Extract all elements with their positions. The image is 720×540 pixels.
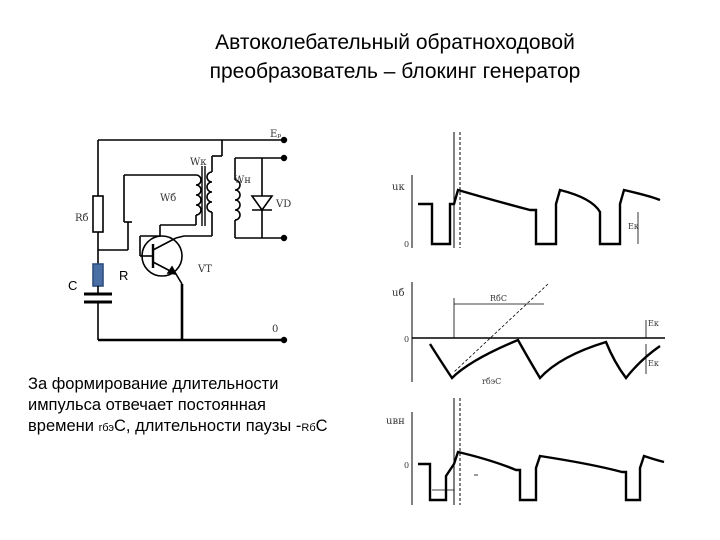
winding-wb bbox=[196, 175, 201, 215]
caption-line-1: За формирование длительности bbox=[28, 375, 279, 393]
winding-wn bbox=[235, 180, 240, 220]
secondary-top-terminal bbox=[282, 156, 287, 161]
winding-wk bbox=[207, 172, 212, 212]
label-vt: VT bbox=[198, 264, 212, 275]
mid-tau1: RбC bbox=[490, 294, 507, 303]
label-wb: Wб bbox=[160, 193, 177, 204]
label-rb: Rб bbox=[75, 213, 89, 224]
bottom-zero: 0 bbox=[404, 461, 410, 470]
caption-line-3 bbox=[28, 416, 373, 439]
mid-right-label-1: Eк bbox=[648, 319, 659, 328]
caption-rbe: rбэ bbox=[98, 422, 115, 434]
mid-waveform bbox=[430, 340, 660, 378]
caption-line-3-end: С bbox=[315, 417, 328, 435]
resistor-rb bbox=[93, 196, 103, 232]
ground-terminal bbox=[282, 338, 287, 343]
mid-zero: 0 bbox=[404, 335, 410, 344]
title-line-2: преобразователь – блокинг генератор bbox=[209, 60, 581, 83]
caption-line-3-mid: С, длительности паузы - bbox=[114, 417, 302, 435]
waveform-middle bbox=[392, 282, 665, 386]
label-ep: Eₚ bbox=[270, 129, 282, 140]
label-wk: Wк bbox=[190, 157, 207, 168]
bottom-ylabel: uвн bbox=[386, 416, 405, 427]
caption-text bbox=[28, 374, 373, 439]
waveform-bottom bbox=[386, 398, 664, 505]
title-line-1: Автоколебательный обратноходовой bbox=[215, 31, 575, 54]
top-zero: 0 bbox=[404, 240, 410, 249]
label-c: C bbox=[68, 278, 78, 293]
emitter-lead bbox=[176, 274, 182, 284]
top-right-label: Eк bbox=[628, 222, 639, 231]
resistor-r bbox=[93, 264, 103, 286]
caption-line-2: импульса отвечает постоянная bbox=[28, 396, 266, 414]
mid-right-label-2: Eк bbox=[648, 359, 659, 368]
label-r: R bbox=[119, 268, 129, 283]
waveform-top bbox=[392, 132, 660, 249]
label-vd: VD bbox=[276, 199, 292, 210]
caption-rb: Rб bbox=[301, 422, 316, 434]
top-terminal bbox=[282, 138, 287, 143]
mid-ylabel: uб bbox=[392, 288, 405, 299]
bottom-waveform bbox=[418, 452, 664, 500]
transistor-collector-leg bbox=[153, 238, 176, 250]
emitter-arrow bbox=[168, 267, 176, 274]
collector-lead bbox=[176, 236, 184, 238]
diode-vd-triangle bbox=[252, 196, 272, 210]
caption-line-3-prefix: времени bbox=[28, 417, 99, 435]
label-wn: Wн bbox=[234, 175, 251, 186]
circuit-schematic bbox=[84, 138, 286, 343]
top-ylabel: uк bbox=[392, 182, 405, 193]
mid-tau2: rбэC bbox=[482, 377, 502, 386]
label-zero: 0 bbox=[272, 324, 279, 335]
secondary-bottom-terminal bbox=[282, 236, 287, 241]
